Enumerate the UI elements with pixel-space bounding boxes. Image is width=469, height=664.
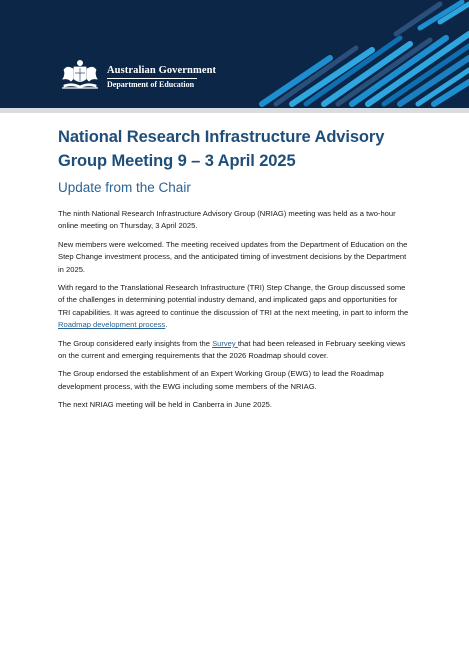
- stripe: [434, 82, 469, 104]
- survey-link[interactable]: Survey: [212, 338, 238, 348]
- section-heading: Update from the Chair: [58, 180, 191, 195]
- paragraph-tri-step-change: [58, 282, 410, 332]
- header-banner: [0, 0, 469, 108]
- paragraph-text: With regard to the Translational Research Infrastructure (TRI) Step Change, the Group discussed some of the challenges in determining potential industry demand, and implicated gaps and opportunities for TRI capabilities. It was agreed to continue the discussion of TRI at the next meeting, in part to inform the: [58, 283, 409, 317]
- paragraph-ewg: The Group endorsed the establishment of an Expert Working Group (EWG) to lead the Roadmap development process, with the EWG including some members of the NRIAG.: [58, 369, 384, 391]
- department-name: Department of Education: [107, 80, 195, 89]
- paragraph-new-members: New members were welcomed. The meeting received updates from the Department of Education on the Step Change investment process, and the anticipated timing of investment decisions by the Department in 2025.: [58, 239, 408, 274]
- paragraph-text: The Group considered early insights from the: [58, 338, 213, 348]
- paragraph-text: .: [165, 320, 168, 330]
- coat-of-arms-icon: [58, 59, 102, 91]
- decorative-stripes: [0, 0, 469, 108]
- banner-divider: [0, 108, 469, 113]
- paragraph-text: that had been released in February seeking views on the current and emerging requirements that the 2026 Roadmap should cover.: [58, 338, 406, 361]
- paragraph-survey: [58, 338, 410, 363]
- logo-divider: [107, 78, 197, 79]
- paragraph-meeting-held: The ninth National Research Infrastructure Advisory Group (NRIAG) meeting was held as a two-hour online meeting on Thursday, 3 April 2025.: [58, 209, 396, 231]
- paragraph-next-meeting: The next NRIAG meeting will be held in Canberra in June 2025.: [58, 400, 273, 410]
- government-name: Australian Government: [107, 65, 217, 76]
- document-title: National Research Infrastructure Advisory Group Meeting 9 – 3 April 2025: [58, 128, 385, 170]
- roadmap-process-link[interactable]: Roadmap development process: [58, 320, 166, 330]
- document-body: [58, 125, 410, 418]
